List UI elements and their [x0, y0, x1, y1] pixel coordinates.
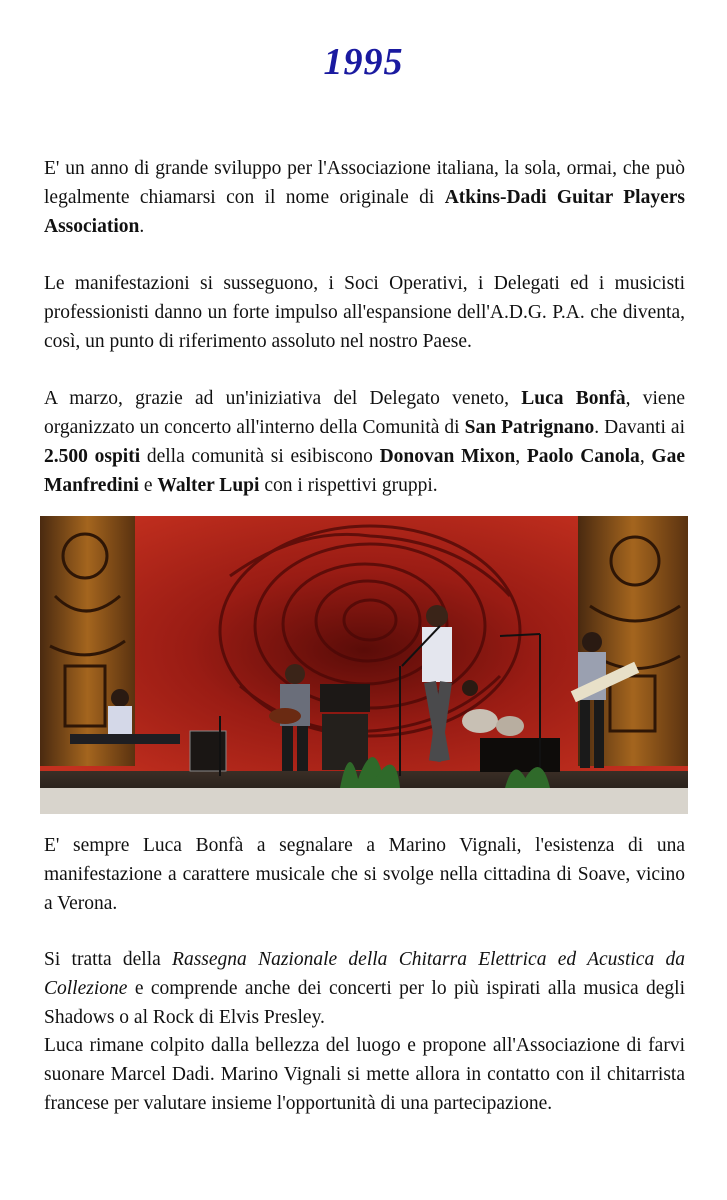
guest-count: 2.500 ospiti: [44, 446, 141, 467]
person-name: Luca Bonfà: [521, 388, 626, 409]
text-span: E' un anno di grande sviluppo per l'Associazione italiana, la sola, ormai, che può legalmente chiamarsi con il nome originale di: [44, 158, 685, 208]
paragraph-rassegna: [44, 945, 685, 1032]
paragraph-soave: [44, 831, 685, 918]
concert-illustration: [40, 516, 688, 814]
association-name: Atkins-Dadi Guitar Players Association: [44, 187, 685, 237]
person-name: Gae Manfredini: [44, 446, 685, 496]
text-span: , viene organizzato un concerto all'interno della Comunità di: [44, 388, 685, 438]
page-title: 1995: [323, 41, 404, 83]
text-span: .: [139, 216, 145, 237]
text-span: e: [138, 475, 158, 496]
text-span: e comprende anche dei concerti per lo più ispirati alla musica degli Shadows o al Rock di Elvis Presley.: [44, 978, 685, 1028]
text-span: Le manifestazioni si susseguono, i Soci Operativi, i Delegati ed i musicisti professionisti danno un forte impulso all'espansione dell'A.D.G. P.A. che diventa, così, un punto di riferimento assoluto nel nostro Paese.: [44, 273, 685, 352]
text-span: della comunità si esibiscono: [140, 446, 380, 467]
paragraph-dadi: [44, 1031, 685, 1118]
text-span: ,: [639, 446, 652, 467]
concert-photo: [40, 516, 688, 814]
paragraph-intro: [44, 154, 685, 241]
event-name: Rassegna Nazionale della Chitarra Elettrica ed Acustica da Collezione: [44, 949, 685, 999]
text-span: A marzo, grazie ad un'iniziativa del Delegato veneto,: [44, 388, 522, 409]
paragraph-concert: [44, 384, 685, 500]
text-span: . Davanti ai: [594, 417, 685, 438]
text-span: con i rispettivi gruppi.: [259, 475, 438, 496]
person-name: Walter Lupi: [157, 475, 260, 496]
text-span: E' sempre Luca Bonfà a segnalare a Marino Vignali, l'esistenza di una manifestazione a carattere musicale che si svolge nella cittadina di Soave, vicino a Verona.: [44, 835, 685, 914]
person-name: Donovan Mixon: [379, 446, 516, 467]
text-span: Luca rimane colpito dalla bellezza del luogo e propone all'Associazione di farvi suonare Marcel Dadi. Marino Vignali si mette allora in contatto con il chitarrista francese per valutare insieme l'opportunità di una partecipazione.: [44, 1035, 685, 1114]
text-span: ,: [515, 446, 527, 467]
text-span: Si tratta della: [44, 949, 173, 970]
paragraph-events: [44, 269, 685, 356]
person-name: Paolo Canola: [526, 446, 640, 467]
place-name: San Patrignano: [464, 417, 595, 438]
